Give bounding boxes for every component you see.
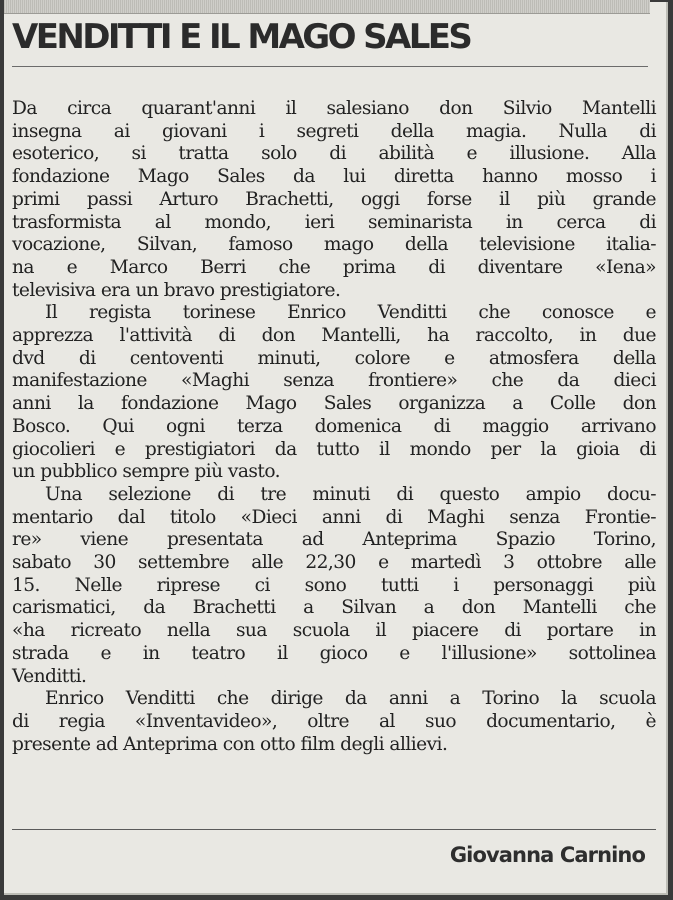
body-line: vocazione, Silvan, famoso mago della televisione italia- [12, 234, 656, 256]
byline-rule [12, 829, 656, 830]
article-byline: Giovanna Carnino [449, 843, 645, 867]
body-line: 15. Nelle riprese ci sono tutti i personaggi più [12, 574, 656, 596]
body-line: sabato 30 settembre alle 22,30 e martedì 3 ottobre alle [12, 552, 656, 574]
body-line: trasformista al mondo, ieri seminarista in cerca di [12, 211, 656, 233]
body-line: Il regista torinese Enrico Venditti che conosce e [45, 302, 656, 324]
body-line: Da circa quarant'anni il salesiano don Silvio Mantelli [12, 98, 656, 119]
body-line: «ha ricreato nella sua scuola il piacere di portare in [12, 620, 656, 642]
body-line: fondazione Mago Sales da lui diretta hanno mosso i [12, 166, 656, 188]
body-line: Venditti. [12, 665, 87, 687]
body-line: Enrico Venditti che dirige da anni a Torino la scuola [45, 688, 656, 710]
article-headline: VENDITTI E IL MAGO SALES [12, 17, 471, 57]
body-line: carismatici, da Brachetti a Silvan a don Mantelli che [12, 597, 656, 619]
body-line: Una selezione di tre minuti di questo ampio docu- [45, 483, 656, 505]
body-line: giocolieri e prestigiatori da tutto il mondo per la gioia di [12, 438, 656, 460]
body-line: presente ad Anteprima con otto film degli allievi. [12, 733, 448, 755]
body-line: na e Marco Berri che prima di diventare «Iena» [12, 256, 656, 278]
body-line: re» viene presentata ad Anteprima Spazio Torino, [12, 529, 656, 551]
top-edge-strip [4, 0, 650, 14]
body-line: di regia «Inventavideo», oltre al suo documentario, è [12, 710, 656, 732]
body-line: dvd di centoventi minuti, colore e atmosfera della [12, 347, 656, 369]
body-line: strada e in teatro il gioco e l'illusione» sottolinea [12, 642, 656, 664]
body-line: mentario dal titolo «Dieci anni di Maghi senza Frontie- [12, 506, 656, 528]
body-line: esoterico, si tratta solo di abilità e illusione. Alla [12, 143, 656, 165]
headline-rule [12, 66, 648, 67]
body-line: anni la fondazione Mago Sales organizza a Colle don [12, 393, 656, 415]
article-body [12, 98, 656, 756]
body-line: televisiva era un bravo prestigiatore. [12, 279, 341, 301]
body-line: insegna ai giovani i segreti della magia. Nulla di [12, 120, 656, 142]
body-line: Bosco. Qui ogni terza domenica di maggio arrivano [12, 415, 656, 437]
body-line: apprezza l'attività di don Mantelli, ha raccolto, in due [12, 325, 656, 347]
body-line: manifestazione «Maghi senza frontiere» che da dieci [12, 370, 656, 392]
body-line: primi passi Arturo Brachetti, oggi forse il più grande [12, 188, 656, 210]
body-line: un pubblico sempre più vasto. [12, 461, 281, 483]
